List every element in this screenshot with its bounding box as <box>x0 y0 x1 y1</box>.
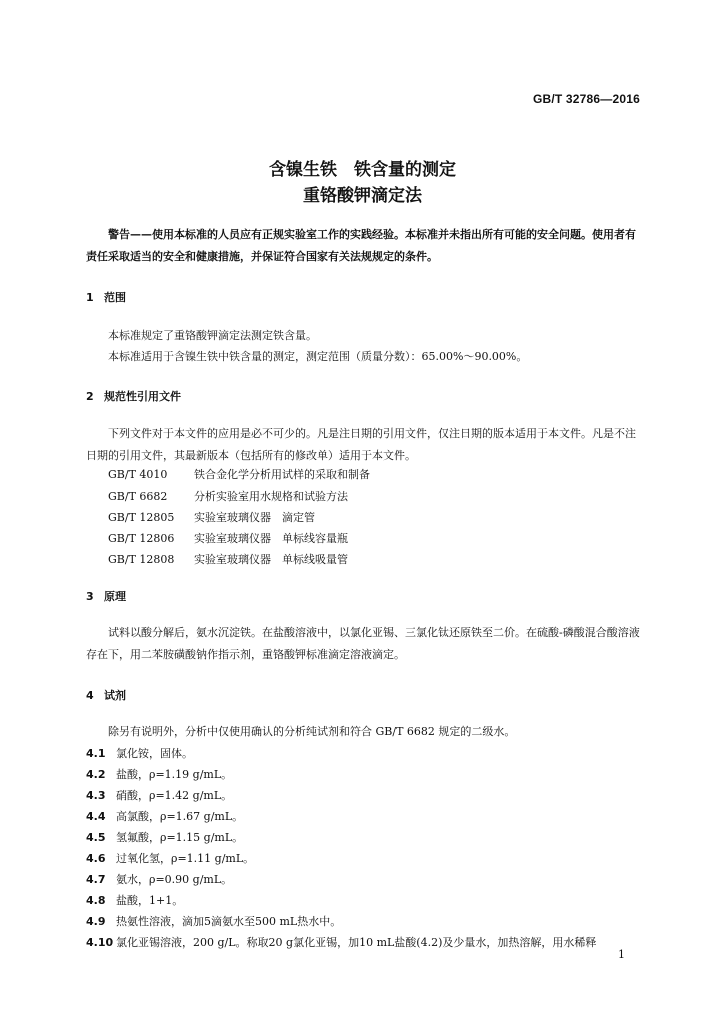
reagents-intro: 除另有说明外，分析中仅使用确认的分析纯试剂和符合 GB/T 6682 规定的二级水。 <box>108 725 516 738</box>
reference-item: GB/T 6682 分析实验室用水规格和试验方法 <box>108 490 348 503</box>
section-title: 规范性引用文件 <box>104 390 181 403</box>
reagent-item: 4.4 高氯酸，ρ=1.67 g/mL。 <box>86 810 244 823</box>
reference-item: GB/T 12805 实验室玻璃仪器 滴定管 <box>108 511 315 524</box>
reference-item: GB/T 12806 实验室玻璃仪器 单标线容量瓶 <box>108 532 348 545</box>
section-heading-normative <box>86 388 181 404</box>
section-title: 范围 <box>104 291 126 304</box>
warning-paragraph: 警告——使用本标准的人员应有正规实验室工作的实践经验。本标准并未指出所有可能的安全问题。使用者有责任采取适当的安全和健康措施，并保证符合国家有关法规规定的条件。 <box>86 228 636 263</box>
reagent-item: 4.9 热氨性溶液，滴加5滴氨水至500 mL热水中。 <box>86 915 342 928</box>
section-heading-principle <box>86 588 126 604</box>
section-heading-reagents <box>86 687 126 703</box>
section-number: 3 <box>86 590 94 603</box>
reagent-item: 4.2 盐酸，ρ=1.19 g/mL。 <box>86 768 233 781</box>
reagent-item: 4.7 氨水，ρ=0.90 g/mL。 <box>86 873 233 886</box>
scope-line-1: 本标准规定了重铬酸钾滴定法测定铁含量。 <box>108 329 317 342</box>
section-number: 2 <box>86 390 94 403</box>
section-heading-scope <box>86 289 126 305</box>
page-number: 1 <box>618 948 625 961</box>
normative-intro: 下列文件对于本文件的应用是必不可少的。凡是注日期的引用文件，仅注日期的版本适用于本文件。凡是不注日期的引用文件，其最新版本（包括所有的修改单）适用于本文件。 <box>86 427 636 462</box>
reagent-item: 4.3 硝酸，ρ=1.42 g/mL。 <box>86 789 233 802</box>
document-title-line2: 重铬酸钾滴定法 <box>303 186 422 206</box>
reagent-item: 4.10 氯化亚锡溶液，200 g/L。称取20 g氯化亚锡，加10 mL盐酸(4.2)及少量水，加热溶解，用水稀释 <box>86 936 597 949</box>
document-title-line1: 含镍生铁 铁含量的测定 <box>269 160 456 180</box>
section-title: 原理 <box>104 590 126 603</box>
section-number: 1 <box>86 291 94 304</box>
section-title: 试剂 <box>104 689 126 702</box>
section-number: 4 <box>86 689 94 702</box>
reagent-item: 4.6 过氧化氢，ρ=1.11 g/mL。 <box>86 852 255 865</box>
reagent-item: 4.8 盐酸，1+1。 <box>86 894 184 907</box>
principle-paragraph: 试料以酸分解后，氨水沉淀铁。在盐酸溶液中，以氯化亚锡、三氯化钛还原铁至二价。在硫酸-磷酸混合酸溶液存在下，用二苯胺磺酸钠作指示剂，重铬酸钾标准滴定溶液滴定。 <box>86 626 640 661</box>
reference-item: GB/T 12808 实验室玻璃仪器 单标线吸量管 <box>108 553 348 566</box>
reagent-item: 4.1 氯化铵，固体。 <box>86 747 193 760</box>
scope-line-2: 本标准适用于含镍生铁中铁含量的测定，测定范围（质量分数）：65.00%～90.00%。 <box>108 350 528 363</box>
reference-item: GB/T 4010 铁合金化学分析用试样的采取和制备 <box>108 468 370 481</box>
reagent-item: 4.5 氢氟酸，ρ=1.15 g/mL。 <box>86 831 244 844</box>
standard-number: GB/T 32786—2016 <box>532 92 640 106</box>
